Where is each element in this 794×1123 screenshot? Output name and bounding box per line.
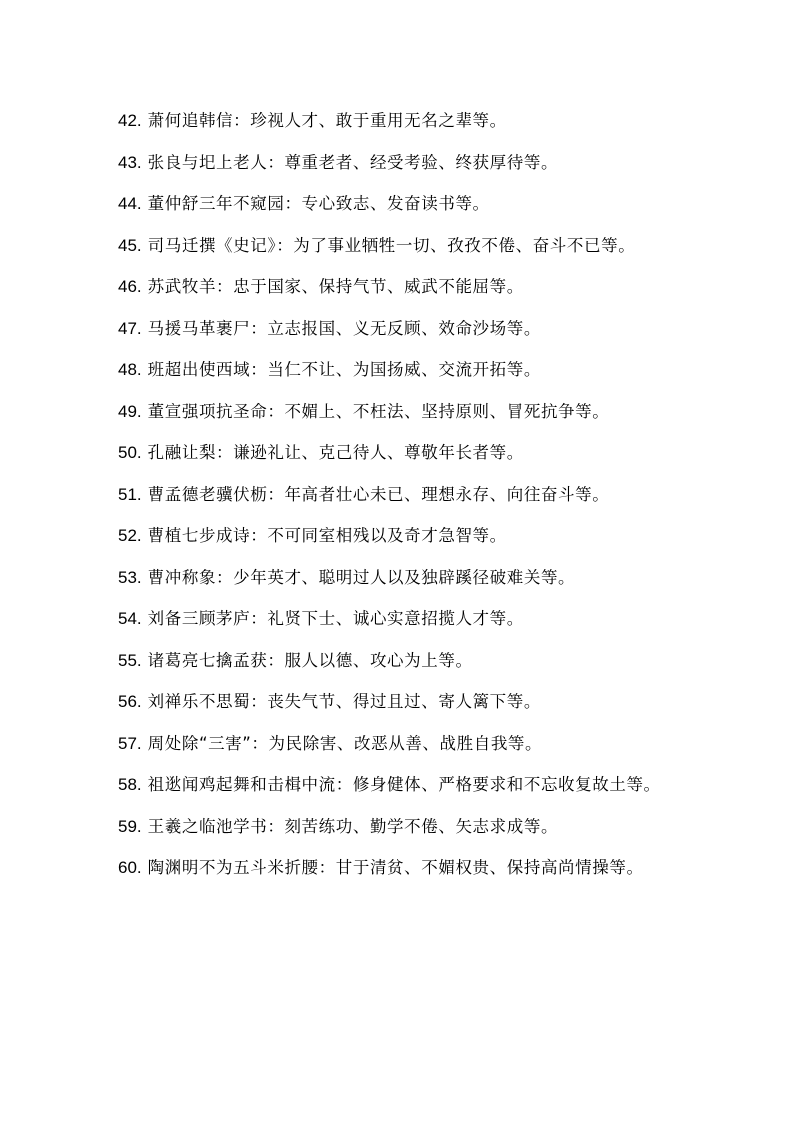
item-number: 47.: [118, 318, 142, 338]
item-text: 陶渊明不为五斗米折腰：甘于清贫、不媚权贵、保持高尚情操等。: [147, 858, 644, 877]
item-number: 42.: [118, 111, 142, 130]
list-item: [118, 557, 678, 599]
item-number: 51.: [118, 484, 142, 504]
item-number: 55.: [118, 650, 142, 670]
item-number: 50.: [118, 443, 142, 462]
item-text: 董仲舒三年不窥园：专心致志、发奋读书等。: [147, 194, 490, 213]
item-text: 董宣强项抗圣命：不媚上、不枉法、坚持原则、冒死抗争等。: [147, 401, 610, 421]
item-number: 52.: [118, 526, 142, 545]
list-item: [118, 515, 678, 557]
item-text: 刘禅乐不思蜀：丧失气节、得过且过、寄人篱下等。: [147, 692, 541, 711]
item-number: 53.: [118, 567, 142, 587]
item-number: 44.: [118, 194, 142, 213]
item-text: 曹植七步成诗：不可同室相残以及奇才急智等。: [147, 526, 507, 545]
item-text: 刘备三顾茅庐：礼贤下士、诚心实意招揽人才等。: [147, 609, 524, 628]
item-number: 45.: [118, 235, 142, 255]
item-number: 60.: [118, 858, 142, 877]
item-text: 诸葛亮七擒孟获：服人以德、攻心为上等。: [147, 650, 473, 670]
list-item: [118, 640, 678, 682]
entry-list: [118, 100, 678, 889]
list-item: [118, 308, 678, 350]
list-item: [118, 142, 678, 184]
list-item: [118, 432, 678, 474]
item-number: 57.: [118, 733, 142, 753]
list-item: [118, 100, 678, 142]
list-item: [118, 266, 678, 308]
item-number: 49.: [118, 401, 142, 421]
item-number: 59.: [118, 816, 142, 836]
list-item: [118, 806, 678, 848]
item-text: 司马迁撰《史记》：为了事业牺牲一切、孜孜不倦、奋斗不已等。: [147, 235, 636, 255]
item-text: 孔融让梨：谦逊礼让、克己待人、尊敬年长者等。: [147, 443, 524, 462]
item-text: 苏武牧羊：忠于国家、保持气节、威武不能屈等。: [147, 277, 524, 296]
list-item: [118, 764, 678, 806]
item-number: 46.: [118, 277, 142, 296]
item-text: 曹孟德老骥伏枥：年高者壮心未已、理想永存、向往奋斗等。: [147, 484, 610, 504]
item-text: 王羲之临池学书：刻苦练功、勤学不倦、矢志求成等。: [147, 816, 559, 836]
item-text: 祖逖闻鸡起舞和击楫中流：修身健体、严格要求和不忘收复故土等。: [147, 775, 661, 794]
item-text: 马援马革裹尸：立志报国、义无反顾、效命沙场等。: [147, 318, 541, 338]
list-item: [118, 474, 678, 516]
item-number: 58.: [118, 775, 142, 794]
list-item: [118, 391, 678, 433]
item-text: 张良与圯上老人：尊重老者、经受考验、终获厚待等。: [147, 152, 559, 172]
list-item: [118, 847, 678, 889]
list-item: [118, 183, 678, 225]
item-number: 43.: [118, 152, 142, 172]
item-text: 班超出使西域：当仁不让、为国扬威、交流开拓等。: [147, 360, 541, 379]
item-text: 曹冲称象：少年英才、聪明过人以及独辟蹊径破难关等。: [147, 567, 576, 587]
item-text: 周处除“三害”：为民除害、改恶从善、战胜自我等。: [147, 733, 543, 753]
item-number: 54.: [118, 609, 142, 628]
list-item: [118, 681, 678, 723]
item-text: 萧何追韩信：珍视人才、敢于重用无名之辈等。: [147, 111, 507, 130]
item-number: 56.: [118, 692, 142, 711]
item-number: 48.: [118, 360, 142, 379]
list-item: [118, 349, 678, 391]
list-item: [118, 598, 678, 640]
list-item: [118, 225, 678, 267]
list-item: [118, 723, 678, 765]
